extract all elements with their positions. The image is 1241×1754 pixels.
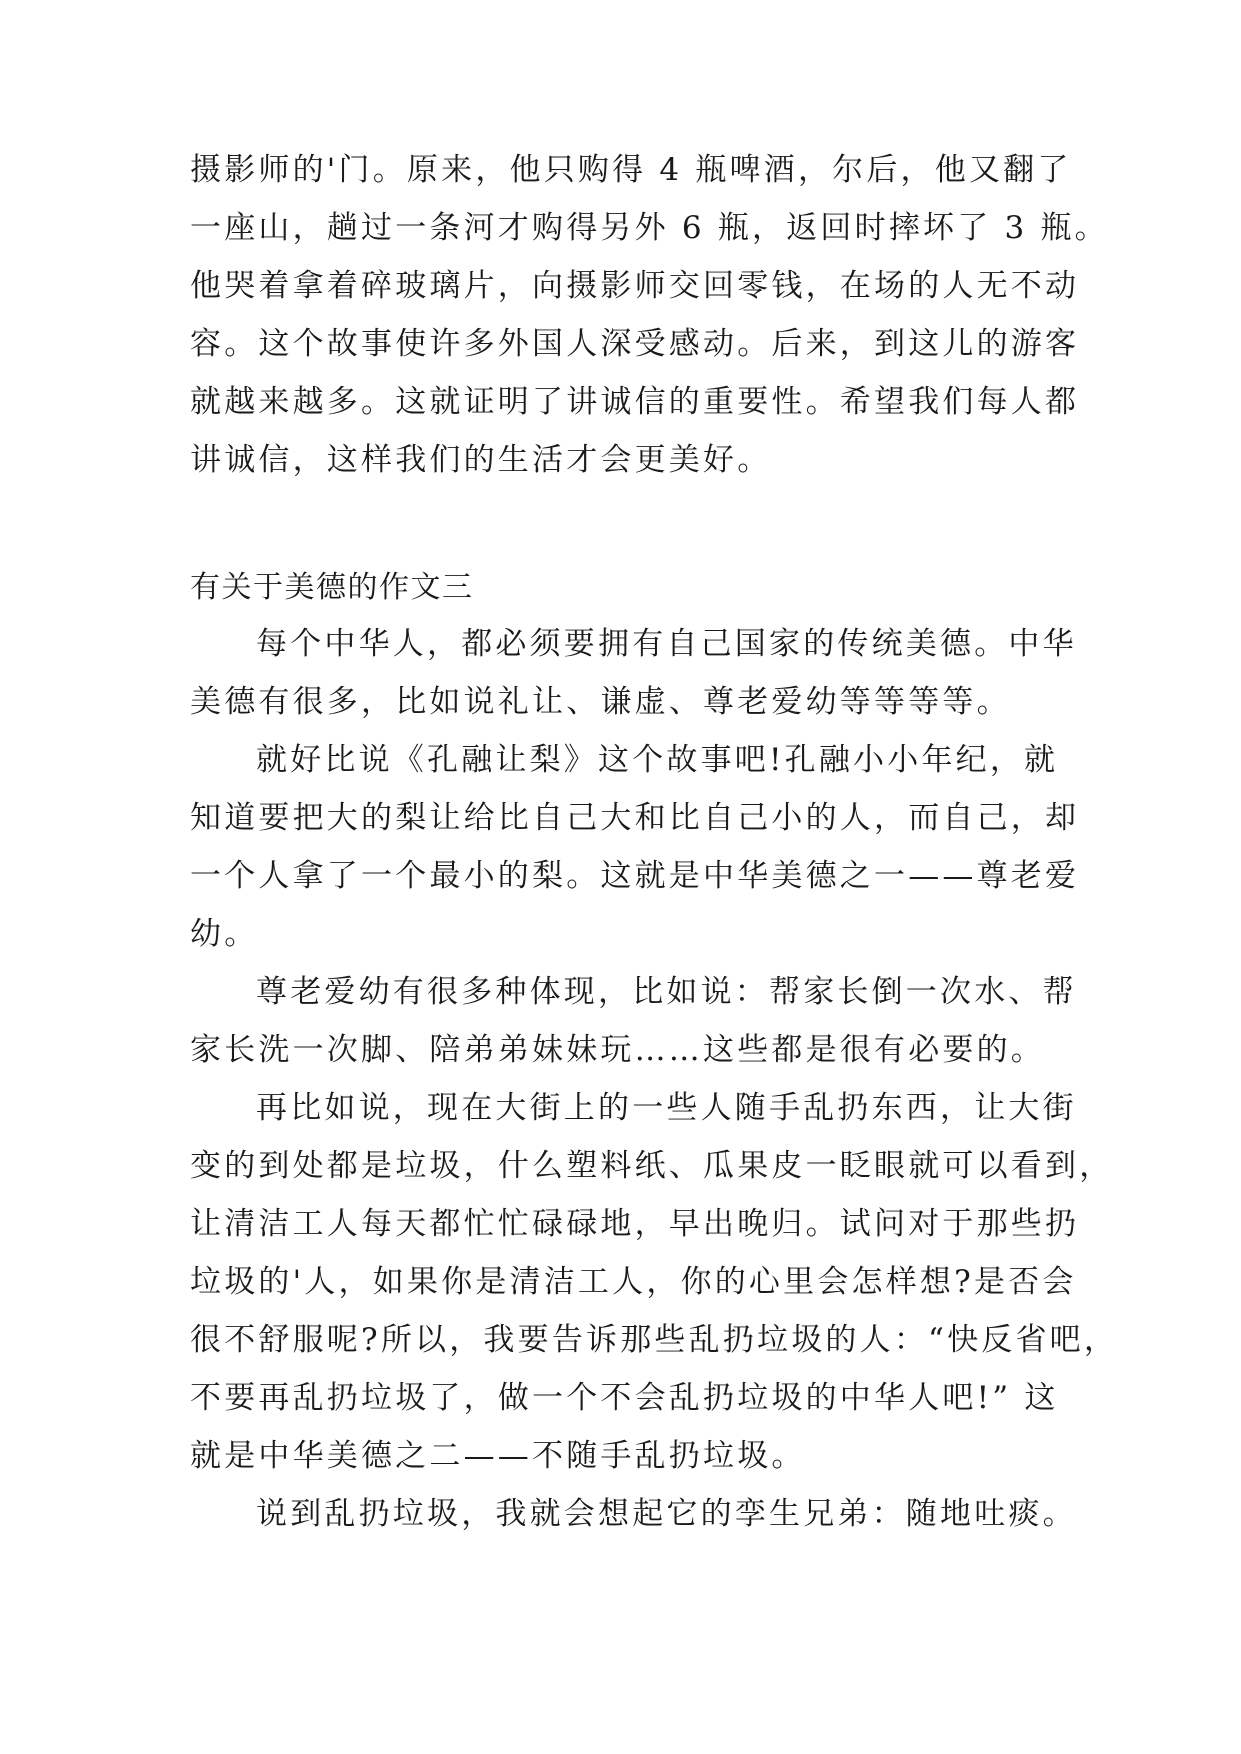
section-title: 有关于美德的作文三 xyxy=(190,570,474,605)
text-line: 容。这个故事使许多外国人深受感动。后来，到这儿的游客 xyxy=(190,326,1080,362)
text-line: 很不舒服呢?所以，我要告诉那些乱扔垃圾的人：“快反省吧， xyxy=(190,1322,1119,1358)
text-line: 美德有很多，比如说礼让、谦虚、尊老爱幼等等等等。 xyxy=(190,684,1011,720)
text-line: 他哭着拿着碎玻璃片，向摄影师交回零钱，在场的人无不动 xyxy=(190,268,1080,304)
text-line: 就越来越多。这就证明了讲诚信的重要性。希望我们每人都 xyxy=(190,384,1080,420)
paragraph-start-line: 尊老爱幼有很多种体现，比如说：帮家长倒一次水、帮 xyxy=(256,974,1077,1010)
text-line: 一个人拿了一个最小的梨。这就是中华美德之一——尊老爱 xyxy=(190,858,1080,894)
text-line: 垃圾的'人，如果你是清洁工人，你的心里会怎样想?是否会 xyxy=(190,1264,1077,1300)
text-line: 知道要把大的梨让给比自己大和比自己小的人，而自己，却 xyxy=(190,800,1080,836)
text-line: 不要再乱扔垃圾了，做一个不会乱扔垃圾的中华人吧!” 这 xyxy=(190,1380,1059,1416)
text-line: 一座山，趟过一条河才购得另外 6 瓶，返回时摔坏了 3 瓶。 xyxy=(190,210,1109,246)
text-line: 就是中华美德之二——不随手乱扔垃圾。 xyxy=(190,1438,806,1474)
paragraph-start-line: 再比如说，现在大街上的一些人随手乱扔东西，让大街 xyxy=(256,1090,1077,1126)
text-line: 让清洁工人每天都忙忙碌碌地，早出晚归。试问对于那些扔 xyxy=(190,1206,1080,1242)
paragraph-start-line: 就好比说《孔融让梨》这个故事吧!孔融小小年纪，就 xyxy=(256,742,1059,778)
paragraph-start-line: 说到乱扔垃圾，我就会想起它的孪生兄弟：随地吐痰。 xyxy=(256,1496,1077,1532)
text-line: 家长洗一次脚、陪弟弟妹妹玩……这些都是很有必要的。 xyxy=(190,1032,1045,1068)
text-line: 变的到处都是垃圾，什么塑料纸、瓜果皮一眨眼就可以看到， xyxy=(190,1148,1114,1184)
text-line: 摄影师的'门。原来，他只购得 4 瓶啤酒，尔后，他又翻了 xyxy=(190,152,1072,188)
text-line: 幼。 xyxy=(190,916,259,952)
paragraph-start-line: 每个中华人，都必须要拥有自己国家的传统美德。中华 xyxy=(256,626,1077,662)
text-line: 讲诚信，这样我们的生活才会更美好。 xyxy=(190,442,772,478)
